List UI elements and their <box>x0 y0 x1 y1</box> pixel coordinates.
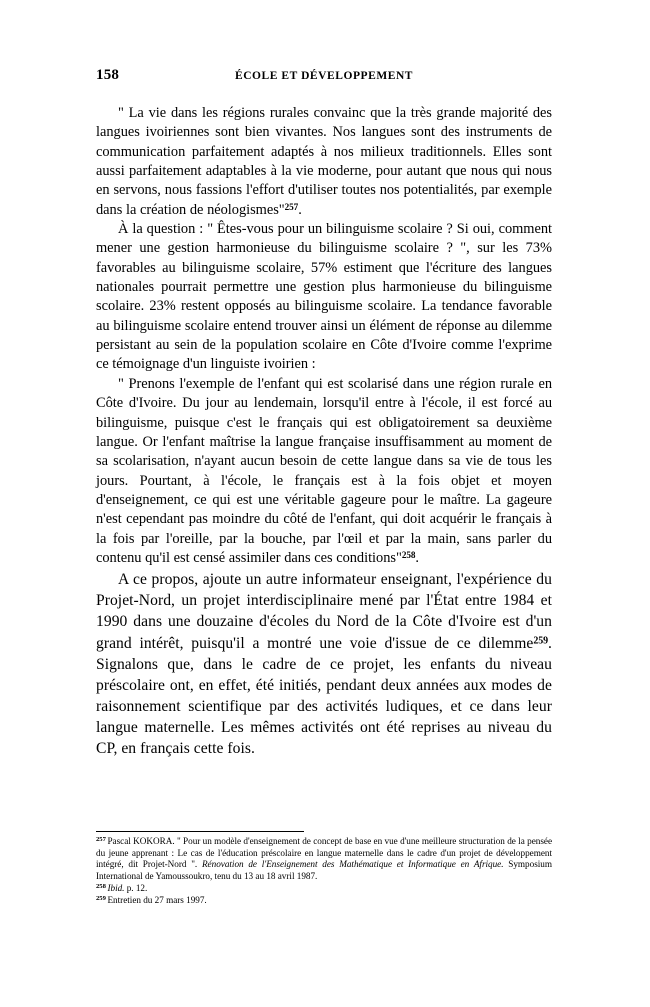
paragraph-question-bilinguisme <box>96 220 552 375</box>
footnote-258 <box>96 883 552 895</box>
paragraph-projet-nord <box>96 569 552 759</box>
footnote-title-italic: Ibid. <box>107 883 125 894</box>
paragraph-tail: . <box>298 201 302 218</box>
footnote-text-2: Symposium International de Yamoussoukro, tenu du 13 au 18 avril 1987. <box>96 859 552 882</box>
running-head <box>96 66 552 84</box>
footnote-number: 258 <box>96 882 106 890</box>
page-number: 158 <box>96 67 120 83</box>
footnote-257 <box>96 836 552 883</box>
footnote-number: 259 <box>96 895 106 902</box>
footnote-list <box>96 836 552 907</box>
footnote-separator-rule <box>96 831 304 832</box>
footnote-text: Pascal KOKORA. " Pour un modèle d'enseignement de concept de base en vue d'une meilleure structuration de la pensée du jeune apprenant : Le cas de l'éducation préscolaire en langue maternelle dans le cadre d'un projet de développement intégré, dit Projet-Nord ". <box>96 836 552 870</box>
footnote-text: Entretien du 27 mars 1997. <box>107 895 207 906</box>
footnote-259 <box>96 895 552 907</box>
paragraph-text: À la question : " Êtes-vous pour un bilinguisme scolaire ? Si oui, comment mener une gestion harmonieuse du bilinguisme scolaire ? ", sur les 73% favorables au bilinguisme scolaire, 57% estiment que l'écriture des langues nationales pourrait permettre une gestion plus harmonieuse du bilinguisme scolaire. 23% restent opposés au bilinguisme scolaire. La tendance favorable au bilinguisme scolaire entend trouver ainsi un élément de réponse au dilemme persistant au sein de la population scolaire en Côte d'Ivoire comme l'exprime ce témoignage d'un linguiste ivoirien : <box>96 221 552 373</box>
footnote-title-italic: Rénovation de l'Enseignement des Mathématique et Informatique en Afrique. <box>201 859 504 870</box>
paragraph-tail: . <box>415 549 419 566</box>
footnote-area <box>96 831 552 907</box>
footnote-ref-258[interactable]: 258 <box>401 549 416 560</box>
paragraph-quote-prenons-exemple <box>96 375 552 568</box>
footnote-ref-259[interactable]: 259 <box>533 635 549 647</box>
footnote-number: 257 <box>96 835 106 843</box>
paragraph-text: " Prenons l'exemple de l'enfant qui est scolarisé dans une région rurale en Côte d'Ivoire. Du jour au lendemain, lorsqu'il entre à l'école, il est forcé au bilinguisme, puisque c'est le français qui est obligatoirement sa deuxième langue. Or l'enfant maîtrise la langue française insuffisamment au moment de sa scolarisation, n'ayant aucun besoin de cette langue dans sa vie de tous les jours. Pourtant, à l'école, le français est à la fois objet et moyen d'enseignement, ce qui est une véritable gageure pour le maître. La gageure n'est cependant pas moindre du côté de l'enfant, qui doit acquérir le français à la fois par l'oreille, par la bouche, par l'œil et par la main, sans parler du contenu qu'il est censé assimiler dans ces conditions" <box>96 375 552 566</box>
running-title: ÉCOLE ET DÉVELOPPEMENT <box>234 70 414 82</box>
paragraph-text-before: A ce propos, ajoute un autre informateur enseignant, l'expérience du Projet-Nord, un projet interdisciplinaire mené par l'État entre 1984 et 1990 dans une douzaine d'écoles du Nord de la Côte d'Ivoire est d'un grand intérêt, puisqu'il a montré une voie d'issue de ce dilemme <box>96 571 552 652</box>
paragraph-text-after: . Signalons que, dans le cadre de ce projet, les enfants du niveau préscolaire ont, en effet, été initiés, pendant deux années aux modes de raisonnement scientifique par des activités ludiques, et ce dans leur langue maternelle. Les mêmes activités ont été reprises au niveau du CP, en français cette fois. <box>96 634 552 757</box>
body-text-column <box>96 104 552 759</box>
footnote-text-2: p. 12. <box>124 883 148 894</box>
paragraph-quote-regions-rurales <box>96 104 552 220</box>
footnote-ref-257[interactable]: 257 <box>284 201 299 212</box>
paragraph-text: " La vie dans les régions rurales convainc que la très grande majorité des langues ivoiriennes sont bien vivantes. Nos langues sont des instruments de communication parfaitement adaptés à nos milieux traditionnels. Elles sont aussi parfaitement adaptables à la vie moderne, pour autant que nous qui nous en servons, nous fassions l'effort d'utiliser toutes nos potentialités, par exemple dans la création de néologismes" <box>96 105 552 218</box>
